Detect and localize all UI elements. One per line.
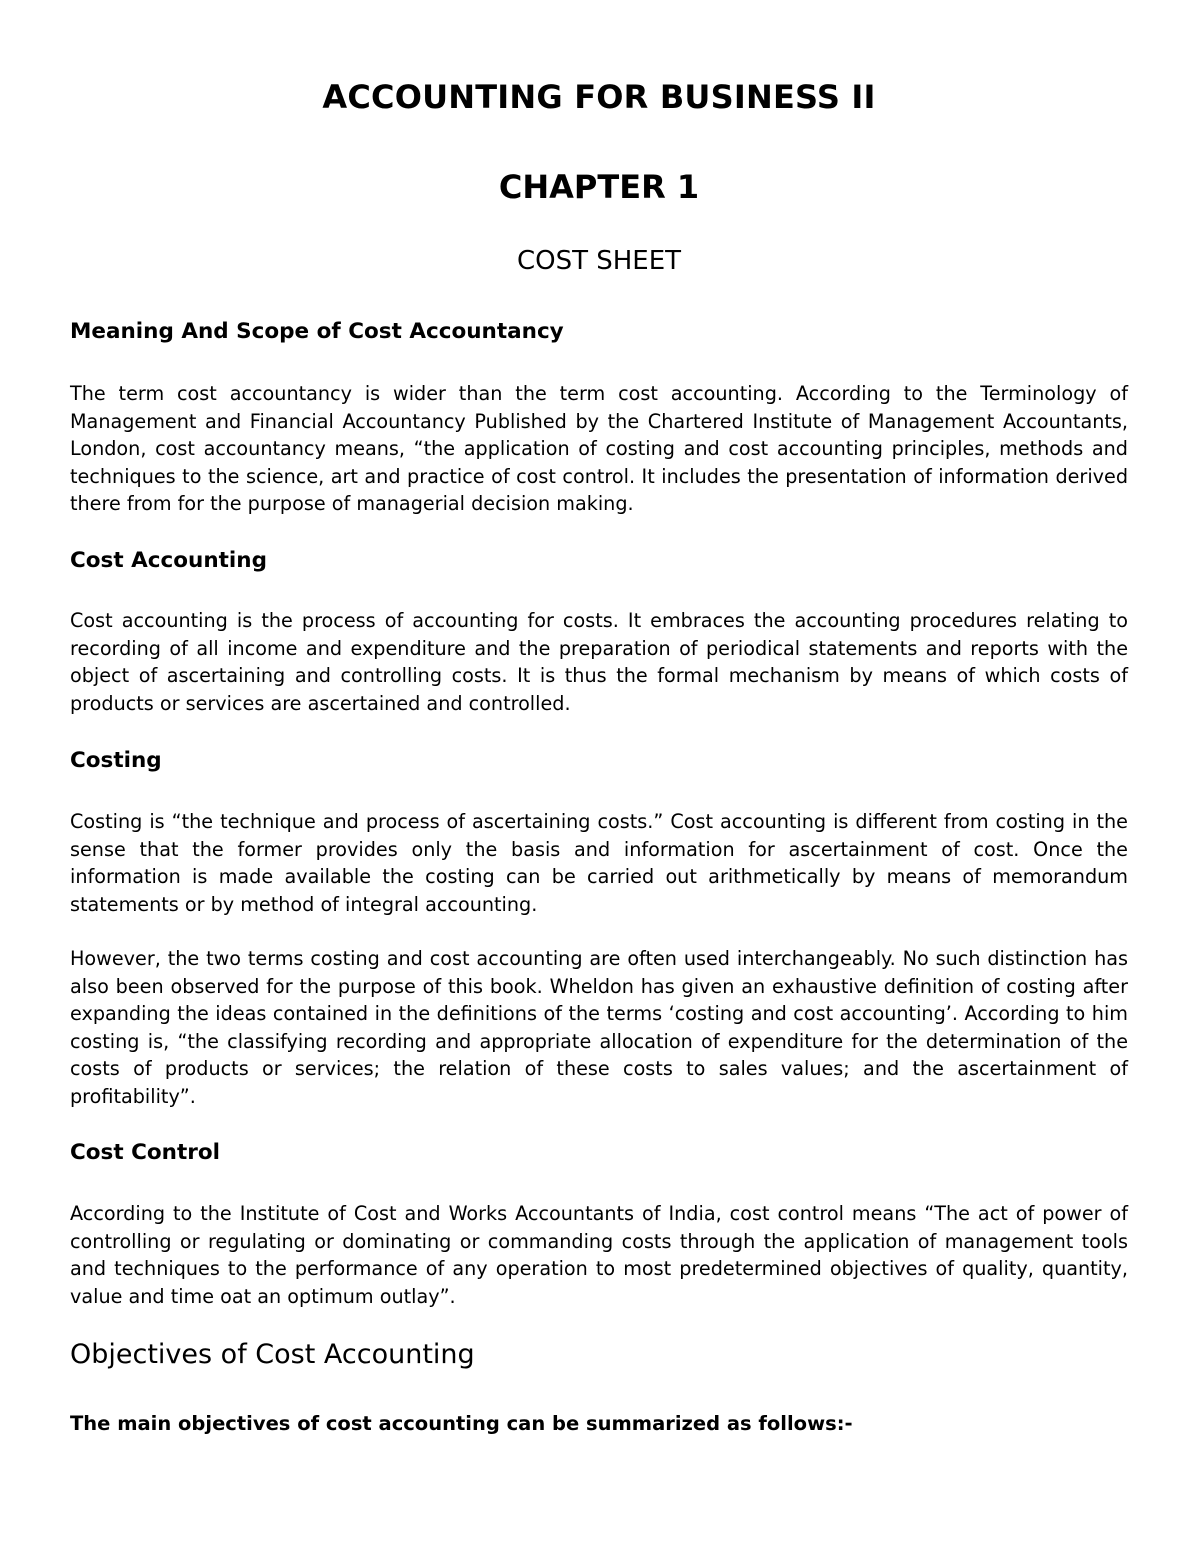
paragraph-costing-1: Costing is “the technique and process of ascertaining costs.” Cost accounting is different from costing in the sense that the former provides only the basis and information for ascertainment of cost. Once the information is made available the costing can be carried out arithmetically by means of memorandum statements or by method of integral accounting. <box>70 810 1128 916</box>
objectives-lead-text: The main objectives of cost accounting can be summarized as follows:- <box>70 1412 853 1435</box>
heading-costing: Costing <box>70 748 162 773</box>
heading-meaning-scope: Meaning And Scope of Cost Accountancy <box>70 319 564 344</box>
document-page <box>70 70 1128 277</box>
chapter-title: CHAPTER 1 <box>498 168 700 206</box>
heading-objectives: Objectives of Cost Accounting <box>70 1339 475 1370</box>
heading-cost-accounting: Cost Accounting <box>70 548 267 573</box>
section-title: COST SHEET <box>516 246 682 276</box>
paragraph-costing-2: However, the two terms costing and cost accounting are often used interchangeably. No such distinction has also been observed for the purpose of this book. Wheldon has given an exhaustive definition of costing after expanding the ideas contained in the definitions of the terms ‘costing and cost accounting’. According to him costing is, “the classifying recording and appropriate allocation of expenditure for the determination of the costs of products or services; the relation of these costs to sales values; and the ascertainment of profitability”. <box>70 947 1128 1108</box>
document-title: ACCOUNTING FOR BUSINESS II <box>322 78 876 116</box>
paragraph-meaning-scope: The term cost accountancy is wider than the term cost accounting. According to the Terminology of Management and Financial Accountancy Published by the Chartered Institute of Management Accountants, London, cost accountancy means, “the application of costing and cost accounting principles, methods and techniques to the science, art and practice of cost control. It includes the presentation of information derived there from for the purpose of managerial decision making. <box>70 382 1128 515</box>
paragraph-cost-control: According to the Institute of Cost and Works Accountants of India, cost control means “The act of power of controlling or regulating or dominating or commanding costs through the application of management tools and techniques to the performance of any operation to most predetermined objectives of quality, quantity, value and time oat an optimum outlay”. <box>70 1202 1128 1308</box>
paragraph-cost-accounting: Cost accounting is the process of accounting for costs. It embraces the accounting procedures relating to recording of all income and expenditure and the preparation of periodical statements and reports with the object of ascertaining and controlling costs. It is thus the formal mechanism by means of which costs of products or services are ascertained and controlled. <box>70 609 1128 715</box>
heading-cost-control: Cost Control <box>70 1140 220 1165</box>
